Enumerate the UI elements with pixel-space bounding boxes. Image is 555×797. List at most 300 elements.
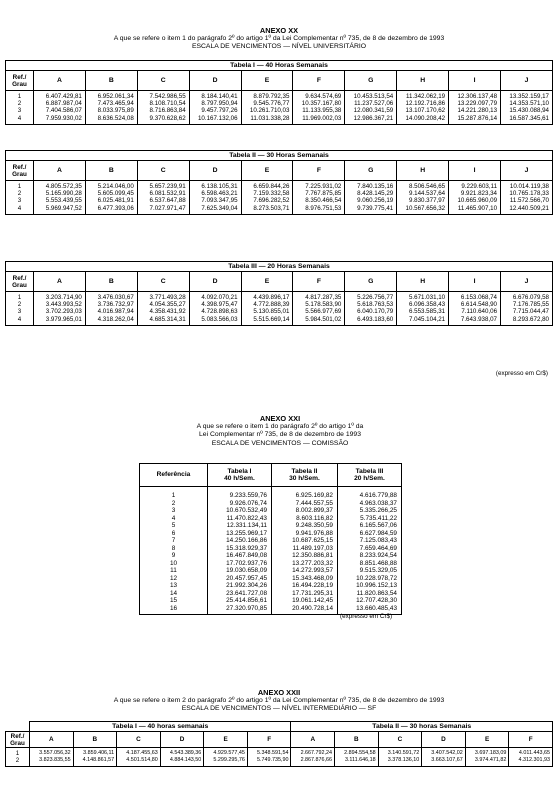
annex22-cell	[291, 748, 335, 767]
value: 8.506.546,65	[408, 183, 446, 190]
value: 6.627.984,59	[359, 529, 397, 537]
value-cell	[345, 292, 397, 326]
value: 12.986.367,21	[353, 114, 394, 122]
value: 7.176.785,55	[512, 301, 549, 309]
value: 4.728.898,63	[201, 308, 238, 316]
annex22-cell	[204, 748, 248, 767]
value: 10.167.132,06	[197, 114, 238, 122]
value: 15.430.088,94	[509, 107, 549, 115]
value: 6.081.532,91	[149, 190, 186, 198]
value: 5.299.295,76	[213, 757, 245, 764]
annex21-t1-column	[208, 487, 272, 615]
value: 8.428.145,29	[357, 190, 394, 198]
value: 19.030.658,09	[226, 567, 267, 574]
value: 8.797.950,94	[201, 100, 238, 108]
value: 8.108.710,54	[149, 100, 186, 108]
value: 3.702.293,03	[45, 308, 82, 316]
grade-label: 2	[17, 190, 22, 198]
value: 3.697.183,09	[474, 750, 507, 756]
value: 4.817.287,35	[305, 294, 342, 301]
value: 8.293.672,80	[512, 315, 549, 323]
annex20-table-caption: Tabela III — 20 Horas Semanais	[6, 262, 553, 272]
value: 7.643.938,07	[460, 315, 498, 323]
value: 21.992.304,26	[226, 582, 267, 589]
value: 5.671.031,10	[408, 294, 446, 301]
value: 10.765.178,33	[509, 190, 549, 198]
value: 11.031.338,28	[250, 114, 290, 122]
annex22-caption-t1: Tabela I — 40 horas semanais	[30, 722, 291, 732]
value-cell	[293, 91, 345, 125]
value: 5.605.099,45	[97, 190, 134, 198]
value: 11.342.062,19	[406, 93, 446, 100]
value-cell	[449, 292, 501, 326]
value: 7.840.135,16	[357, 183, 394, 190]
value: 7.659.464,69	[359, 544, 397, 552]
column-header: G	[345, 272, 397, 292]
value: 9.370.628,62	[149, 114, 186, 122]
value: 27.320.970,85	[226, 604, 267, 612]
value-cell	[85, 91, 137, 125]
value-cell	[85, 181, 137, 215]
annex21-refs-column	[140, 487, 208, 615]
annex22-cell	[73, 748, 117, 767]
annex20-data-row	[6, 292, 553, 326]
value: 6.138.105,31	[201, 183, 238, 190]
value: 7.625.349,04	[201, 204, 238, 212]
reference-number: 13	[169, 582, 178, 589]
annex20-data-row	[6, 181, 553, 215]
annex20-data-row	[6, 91, 553, 125]
value: 8.716.863,84	[149, 107, 186, 115]
value: 6.676.079,58	[512, 294, 549, 301]
value: 7.696.282,52	[253, 197, 290, 205]
value: 15.287.876,14	[457, 114, 498, 122]
annex22-data-row	[6, 748, 553, 767]
value: 6.925.169,82	[295, 492, 333, 499]
value: 8.879.792,35	[253, 93, 290, 100]
value: 5.348.591,54	[256, 750, 289, 756]
value: 3.979.965,01	[45, 315, 82, 323]
annex22-cell	[30, 748, 74, 767]
value: 4.805.572,35	[45, 183, 82, 190]
column-header: F	[509, 732, 553, 748]
value: 10.228.978,72	[356, 574, 397, 582]
column-header: D	[189, 71, 241, 91]
column-header: C	[117, 732, 161, 748]
value: 5.226.756,77	[357, 294, 394, 301]
value-cell	[189, 91, 241, 125]
column-header: C	[137, 161, 189, 181]
value: 9.926.076,74	[229, 499, 267, 507]
value: 12.192.716,86	[405, 100, 446, 108]
value: 7.027.971,47	[149, 204, 186, 212]
value: 15.318.929,37	[226, 544, 267, 552]
column-header: H	[397, 71, 449, 91]
value: 3.974.471,82	[474, 757, 507, 764]
value: 6.040.170,79	[357, 308, 394, 316]
column-header: E	[241, 71, 293, 91]
value-cell	[449, 181, 501, 215]
value: 5.984.501,02	[305, 315, 342, 323]
refgrau-header: Ref./ Grau	[6, 161, 34, 181]
value: 5.335.266,25	[359, 507, 397, 514]
value: 4.148.861,57	[82, 757, 115, 764]
value: 6.477.393,06	[97, 204, 134, 212]
value: 6.659.844,26	[253, 183, 290, 190]
value-cell	[241, 91, 293, 125]
value: 3.203.714,90	[45, 294, 82, 301]
value: 13.660.485,43	[356, 604, 397, 612]
value: 9.941.976,88	[295, 529, 333, 537]
annex21-table	[139, 463, 402, 615]
value-cell	[449, 91, 501, 125]
annex22-header	[5, 689, 553, 714]
column-header: I	[449, 272, 501, 292]
value: 10.261.710,03	[249, 107, 290, 115]
annex22-cell	[247, 748, 291, 767]
value: 6.887.987,04	[45, 100, 82, 108]
value-cell	[345, 181, 397, 215]
annex21-t3-column	[338, 487, 402, 615]
column-header: G	[345, 71, 397, 91]
annex22-title: ANEXO XXII	[257, 688, 301, 697]
reference-number: 3	[171, 507, 176, 514]
annex22-cell	[335, 748, 379, 767]
value: 5.618.763,53	[357, 301, 394, 309]
value: 3.111.646,18	[344, 757, 376, 764]
value: 25.414.856,61	[226, 597, 267, 604]
column-header: D	[422, 732, 466, 748]
reference-number: 8	[171, 544, 176, 552]
value: 8.033.975,89	[97, 107, 134, 115]
value: 16.467.849,08	[226, 552, 267, 559]
value: 9.634.574,69	[305, 93, 342, 100]
reference-number: 14	[169, 589, 178, 597]
value: 9.545.776,77	[253, 100, 290, 108]
value: 6.598.463,21	[201, 190, 238, 198]
reference-number: 1	[171, 492, 176, 499]
value: 8.273.503,71	[253, 204, 290, 212]
column-header: D	[189, 161, 241, 181]
annex21-header-row	[140, 464, 402, 487]
value: 13.277.203,32	[292, 559, 333, 567]
annex20-note: (expresso em Cr$)	[495, 370, 548, 377]
value: 8.976.751,53	[305, 204, 342, 212]
value: 3.557.056,32	[39, 750, 71, 756]
value: 11.489.197,03	[292, 544, 333, 552]
value: 7.045.104,21	[408, 315, 446, 323]
annex21-col-tabela3: Tabela III 20 h/Sem.	[338, 464, 402, 487]
value: 12.306.137,48	[457, 93, 498, 100]
value: 6.952.061,34	[97, 93, 134, 100]
value: 4.016.987,94	[97, 308, 134, 316]
value: 6.493.183,60	[357, 315, 394, 323]
value: 13.352.159,17	[509, 93, 549, 100]
value: 4.054.355,27	[149, 301, 186, 309]
grade-label: 2	[17, 301, 22, 309]
reference-number: 11	[170, 567, 177, 574]
grade-label: 3	[17, 197, 22, 205]
column-header: B	[85, 161, 137, 181]
value-cell	[345, 91, 397, 125]
annex22-cell	[117, 748, 161, 767]
annex20-title: ANEXO XX	[259, 26, 299, 35]
value: 10.357.167,80	[301, 100, 342, 108]
reference-number: 10	[169, 559, 178, 567]
value: 9.830.377,97	[408, 197, 446, 205]
value: 15.343.468,09	[292, 574, 333, 582]
value: 2.867.876,66	[300, 757, 333, 764]
annex21-col-referencia: Referência	[140, 464, 208, 487]
value: 12.707.428,30	[356, 597, 397, 604]
value: 4.616.779,88	[359, 492, 397, 499]
value: 3.736.732,97	[97, 301, 134, 309]
column-header: J	[501, 161, 553, 181]
value: 2.667.792,24	[300, 750, 333, 756]
value: 9.515.329,05	[359, 567, 397, 574]
value: 19.061.142,45	[292, 597, 333, 604]
annex20-header-row	[6, 71, 553, 91]
value: 7.715.044,47	[512, 308, 549, 316]
annex22-cell	[465, 748, 509, 767]
column-header: F	[293, 71, 345, 91]
annex20-table-caption: Tabela II — 30 Horas Semanais	[6, 151, 553, 161]
value: 8.603.116,82	[296, 514, 333, 522]
refgrau-header: Ref./ Grau	[6, 272, 34, 292]
value: 8.851.468,88	[359, 559, 397, 567]
column-header: B	[85, 71, 137, 91]
value: 4.318.262,04	[97, 315, 134, 323]
value: 7.767.875,85	[305, 190, 342, 198]
grade-cell	[6, 181, 34, 215]
value: 12.331.134,11	[226, 522, 267, 529]
value: 5.515.669,14	[253, 315, 290, 323]
value: 4.398.975,47	[201, 301, 238, 309]
value: 5.657.239,91	[149, 183, 186, 190]
grade-label: 1	[17, 93, 22, 100]
column-header: F	[293, 161, 345, 181]
value: 16.587.345,61	[509, 114, 549, 122]
column-header: E	[241, 161, 293, 181]
reference-number: 2	[171, 499, 176, 507]
value: 6.153.068,74	[460, 294, 498, 301]
grade-label: 4	[17, 315, 22, 323]
column-header: J	[501, 272, 553, 292]
value: 3.407.542,02	[431, 750, 463, 756]
value: 4.312.301,93	[518, 757, 550, 764]
column-header: A	[34, 272, 86, 292]
annex21-header	[150, 415, 410, 448]
reference-number: 9	[171, 552, 176, 559]
value: 9.457.797,26	[201, 107, 238, 115]
value: 14.221.280,13	[457, 107, 498, 115]
value: 6.096.358,43	[408, 301, 446, 309]
value: 13.107.170,62	[405, 107, 446, 115]
value: 9.060.256,19	[357, 197, 394, 205]
grade-label: 3	[17, 107, 22, 115]
value: 11.820.863,54	[356, 589, 397, 597]
value: 17.702.937,76	[226, 559, 267, 567]
annex22-cell	[509, 748, 553, 767]
annex22-grades	[6, 748, 30, 767]
value: 4.884.143,50	[169, 757, 202, 764]
value: 3.859.406,11	[83, 750, 115, 756]
annex20-table-caption: Tabela I — 40 Horas Semanais	[6, 61, 553, 71]
value: 13.229.097,79	[457, 100, 498, 108]
column-header: I	[449, 161, 501, 181]
value: 8.350.466,54	[305, 197, 342, 205]
annex22-caption-t2: Tabela II — 30 horas Semanais	[291, 722, 553, 732]
grade-label: 1	[17, 183, 22, 190]
annex22-line2: ESCALA DE VENCIMENTOS — NÍVEL INTERMEDIÁRIO — SF	[181, 705, 377, 713]
value: 3.476.030,67	[97, 294, 134, 301]
value: 5.165.990,28	[45, 190, 82, 198]
value: 4.439.896,17	[253, 294, 290, 301]
annex21-body-row	[140, 487, 402, 615]
column-header: B	[335, 732, 379, 748]
value: 3.823.835,55	[39, 757, 71, 764]
value: 6.407.429,81	[45, 93, 82, 100]
column-header: J	[501, 71, 553, 91]
reference-number: 6	[171, 529, 176, 537]
value: 4.092.070,21	[201, 294, 238, 301]
value: 7.093.347,95	[201, 197, 238, 205]
column-header: E	[241, 272, 293, 292]
column-header: D	[160, 732, 204, 748]
value: 11.465.907,10	[457, 204, 498, 212]
column-header: I	[449, 71, 501, 91]
grade-label: 2	[17, 100, 22, 108]
value-cell	[137, 292, 189, 326]
annex21-line2: Lei Complementar nº 735, de 8 de dezembro de 1993	[199, 431, 361, 439]
value: 11.237.527,06	[354, 100, 394, 108]
annex20-header-row	[6, 272, 553, 292]
value: 20.457.957,45	[226, 574, 267, 582]
value: 12.350.886,81	[292, 552, 333, 559]
column-header: G	[345, 161, 397, 181]
column-header: C	[137, 71, 189, 91]
column-header: A	[291, 732, 335, 748]
value: 7.125.083,43	[359, 537, 397, 544]
column-header: C	[378, 732, 422, 748]
value: 6.165.567,06	[359, 522, 397, 529]
value-cell	[34, 292, 86, 326]
value: 14.090.208,42	[405, 114, 446, 122]
value: 10.567.656,32	[405, 204, 446, 212]
value-cell	[137, 181, 189, 215]
value: 5.735.411,22	[360, 514, 397, 522]
value: 5.749.735,90	[256, 757, 289, 764]
value: 11.572.566,70	[509, 197, 549, 205]
value: 9.229.603,11	[461, 183, 498, 190]
value-cell	[241, 292, 293, 326]
annex20-line1: A que se refere o item 1 do parágrafo 2º do artigo 1º da Lei Complementar nº 735, de 8 de dezembro de 1993	[113, 35, 445, 43]
column-header: F	[247, 732, 291, 748]
value: 8.233.924,54	[359, 552, 397, 559]
value: 6.537.647,88	[149, 197, 186, 205]
value: 20.490.728,14	[292, 604, 333, 612]
column-header: F	[293, 272, 345, 292]
grade-label: 4	[17, 204, 22, 212]
value: 3.443.993,52	[45, 301, 82, 309]
value: 10.996.152,13	[356, 582, 397, 589]
value: 7.159.332,58	[253, 190, 290, 198]
annex22-table	[5, 721, 553, 767]
value-cell	[137, 91, 189, 125]
annex20-caption-row	[6, 61, 553, 71]
grade-cell	[6, 292, 34, 326]
grade-label: 1	[15, 750, 20, 757]
value: 4.011.443,65	[518, 750, 550, 756]
column-header: A	[34, 71, 86, 91]
annex22-caption-row	[6, 722, 553, 732]
column-header: A	[30, 732, 74, 748]
annex21-note: (expresso em Cr$)	[340, 613, 393, 620]
refgrau-header: Ref./ Grau	[6, 732, 30, 748]
value: 3.140.591,72	[387, 750, 420, 756]
value-cell	[34, 181, 86, 215]
value: 5.566.977,69	[305, 308, 342, 316]
annex20-header-row	[6, 161, 553, 181]
value-cell	[189, 181, 241, 215]
value: 4.963.038,37	[359, 499, 397, 507]
value: 8.184.140,41	[201, 93, 238, 100]
value: 4.929.577,45	[213, 750, 245, 756]
value: 11.470.822,43	[226, 514, 267, 522]
value: 7.959.930,02	[45, 114, 82, 122]
value: 9.248.350,59	[295, 522, 333, 529]
value-cell	[397, 91, 449, 125]
annex21-title: ANEXO XXI	[259, 414, 301, 423]
value: 7.404.586,07	[45, 107, 82, 115]
column-header: B	[73, 732, 117, 748]
value: 6.553.585,31	[408, 308, 446, 316]
value: 10.687.625,15	[292, 537, 333, 544]
annex20-table-3	[5, 261, 553, 326]
value: 5.130.855,01	[253, 308, 290, 316]
reference-number: 5	[171, 522, 176, 529]
reference-number: 16	[169, 604, 178, 612]
value: 14.272.993,57	[292, 567, 333, 574]
annex20-header	[5, 27, 553, 52]
value: 14.250.166,86	[226, 537, 267, 544]
value: 9.921.823,34	[460, 190, 498, 198]
value: 6.614.548,90	[460, 301, 498, 309]
value: 9.233.559,76	[229, 492, 267, 499]
value: 3.378.136,10	[387, 757, 420, 764]
value: 5.178.583,90	[305, 301, 342, 309]
value: 12.440.509,21	[509, 204, 549, 212]
reference-number: 12	[169, 574, 178, 582]
value: 7.473.465,94	[97, 100, 134, 108]
value: 5.214.046,00	[97, 183, 134, 190]
value-cell	[189, 292, 241, 326]
value: 11.969.002,03	[302, 114, 342, 122]
value: 4.685.314,31	[149, 315, 186, 323]
grade-label: 4	[17, 114, 22, 122]
value: 4.772.888,39	[253, 301, 290, 309]
value: 3.663.107,67	[431, 757, 463, 764]
value: 14.353.571,10	[509, 100, 549, 108]
value-cell	[397, 181, 449, 215]
value: 9.144.537,64	[408, 190, 446, 198]
column-header: E	[465, 732, 509, 748]
value-cell	[85, 292, 137, 326]
value: 9.739.775,41	[357, 204, 394, 212]
grade-cell	[6, 91, 34, 125]
value: 23.641.727,08	[226, 589, 267, 597]
value: 5.969.947,52	[45, 204, 82, 212]
